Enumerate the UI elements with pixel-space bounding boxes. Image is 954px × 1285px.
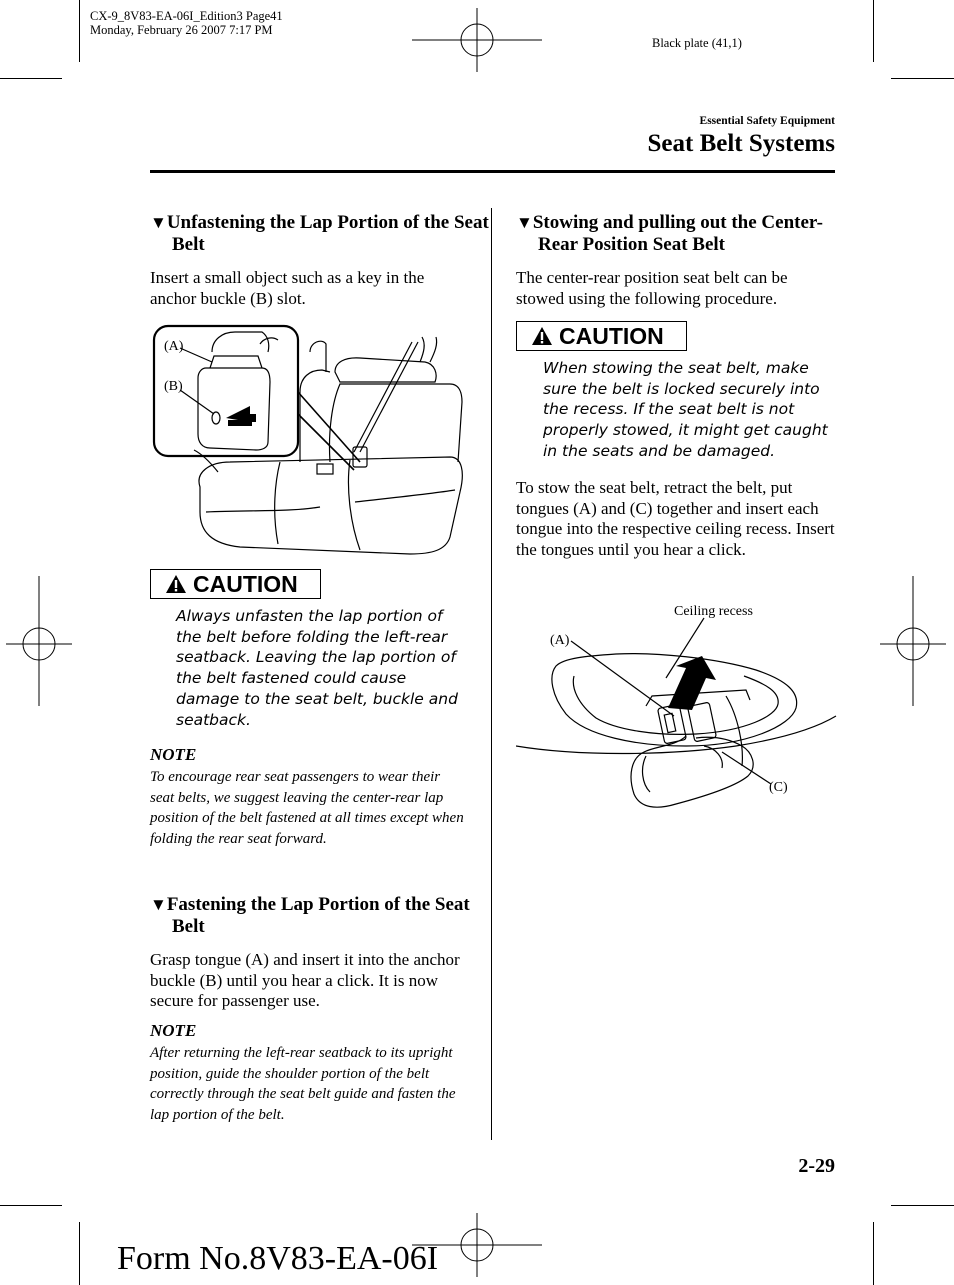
paragraph-center-rear: The center-rear position seat belt can be stowed using the following procedure. bbox=[516, 268, 788, 308]
registration-mark-left bbox=[6, 576, 72, 706]
print-job-line1: CX-9_8V83-EA-06I_Edition3 Page41 bbox=[90, 9, 283, 23]
caution-box-left bbox=[150, 569, 321, 599]
warning-triangle-icon bbox=[531, 326, 553, 346]
figure1-label-b: (B) bbox=[164, 379, 183, 394]
crop-mark bbox=[79, 1222, 80, 1285]
heading-unfastening-text: Unfastening the Lap Portion of the Seat Belt bbox=[166, 212, 489, 255]
triangle-down-icon: ▼ bbox=[150, 213, 167, 232]
figure2-label-recess: Ceiling recess bbox=[674, 604, 753, 619]
note-text-1: To encourage rear seat passengers to wear their seat belts, we suggest leaving the center-rear lap position of the belt fastened at all times except when folding the rear seat forward. bbox=[150, 769, 464, 848]
figure2-label-c: (C) bbox=[769, 780, 788, 795]
section-label: Essential Safety Equipment bbox=[699, 115, 835, 127]
caution-label-left: CAUTION bbox=[193, 570, 298, 597]
crop-mark bbox=[873, 1222, 874, 1285]
figure2-label-a: (A) bbox=[550, 633, 570, 648]
crop-mark bbox=[0, 78, 62, 79]
heading-stowing-text: Stowing and pulling out the Center-Rear Position Seat Belt bbox=[532, 212, 823, 255]
header-rule bbox=[150, 170, 835, 173]
heading-fastening-text: Fastening the Lap Portion of the Seat Belt bbox=[166, 894, 470, 937]
heading-fastening bbox=[150, 894, 492, 938]
plate-info: Black plate (41,1) bbox=[652, 36, 742, 50]
crop-mark bbox=[79, 0, 80, 62]
print-job-info bbox=[90, 9, 283, 37]
crop-mark bbox=[0, 1205, 62, 1206]
paragraph-grasp-tongue: Grasp tongue (A) and insert it into the anchor buckle (B) until you hear a click. It is now secure for passenger use. bbox=[150, 950, 460, 1010]
registration-mark-top bbox=[412, 8, 542, 72]
registration-mark-right bbox=[880, 576, 946, 706]
crop-mark bbox=[891, 78, 954, 79]
paragraph-stow-procedure: To stow the seat belt, retract the belt, put tongues (A) and (C) together and insert each tongue into the respective ceiling recess. Insert the tongues until you hear a click. bbox=[516, 478, 835, 559]
caution-label-right: CAUTION bbox=[559, 322, 664, 349]
note-label-2: NOTE bbox=[150, 1021, 197, 1040]
print-job-line2: Monday, February 26 2007 7:17 PM bbox=[90, 23, 273, 37]
form-number: Form No.8V83-EA-06I bbox=[117, 1240, 439, 1277]
note-label-1: NOTE bbox=[150, 745, 197, 764]
note-text-2: After returning the left-rear seatback to its upright position, guide the shoulder portion of the belt correctly through the seat belt guide and fasten the lap portion of the belt. bbox=[150, 1045, 456, 1124]
figure1-label-a: (A) bbox=[164, 339, 184, 354]
column-divider bbox=[491, 208, 492, 1140]
page-number: 2-29 bbox=[798, 1155, 835, 1177]
ceiling-recess-illustration bbox=[516, 596, 838, 828]
paragraph-insert-key: Insert a small object such as a key in the anchor buckle (B) slot. bbox=[150, 268, 425, 308]
caution-box-right bbox=[516, 321, 687, 351]
heading-stowing bbox=[516, 212, 858, 256]
page-title: Seat Belt Systems bbox=[647, 130, 835, 157]
caution-text-left: Always unfasten the lap portion of the belt before folding the left-rear seatback. Leaving the lap portion of the belt fastened could cause damage to the seat belt, buckle and seatback. bbox=[176, 607, 458, 729]
crop-mark bbox=[873, 0, 874, 62]
triangle-down-icon: ▼ bbox=[150, 895, 167, 914]
rear-seat-buckle-illustration bbox=[150, 322, 470, 557]
caution-text-right: When stowing the seat belt, make sure the belt is locked securely into the recess. If the seat belt is not properly stowed, it might get caught in the seats and be damaged. bbox=[543, 359, 828, 460]
triangle-down-icon: ▼ bbox=[516, 213, 533, 232]
crop-mark bbox=[891, 1205, 954, 1206]
warning-triangle-icon bbox=[165, 574, 187, 594]
heading-unfastening bbox=[150, 212, 492, 256]
